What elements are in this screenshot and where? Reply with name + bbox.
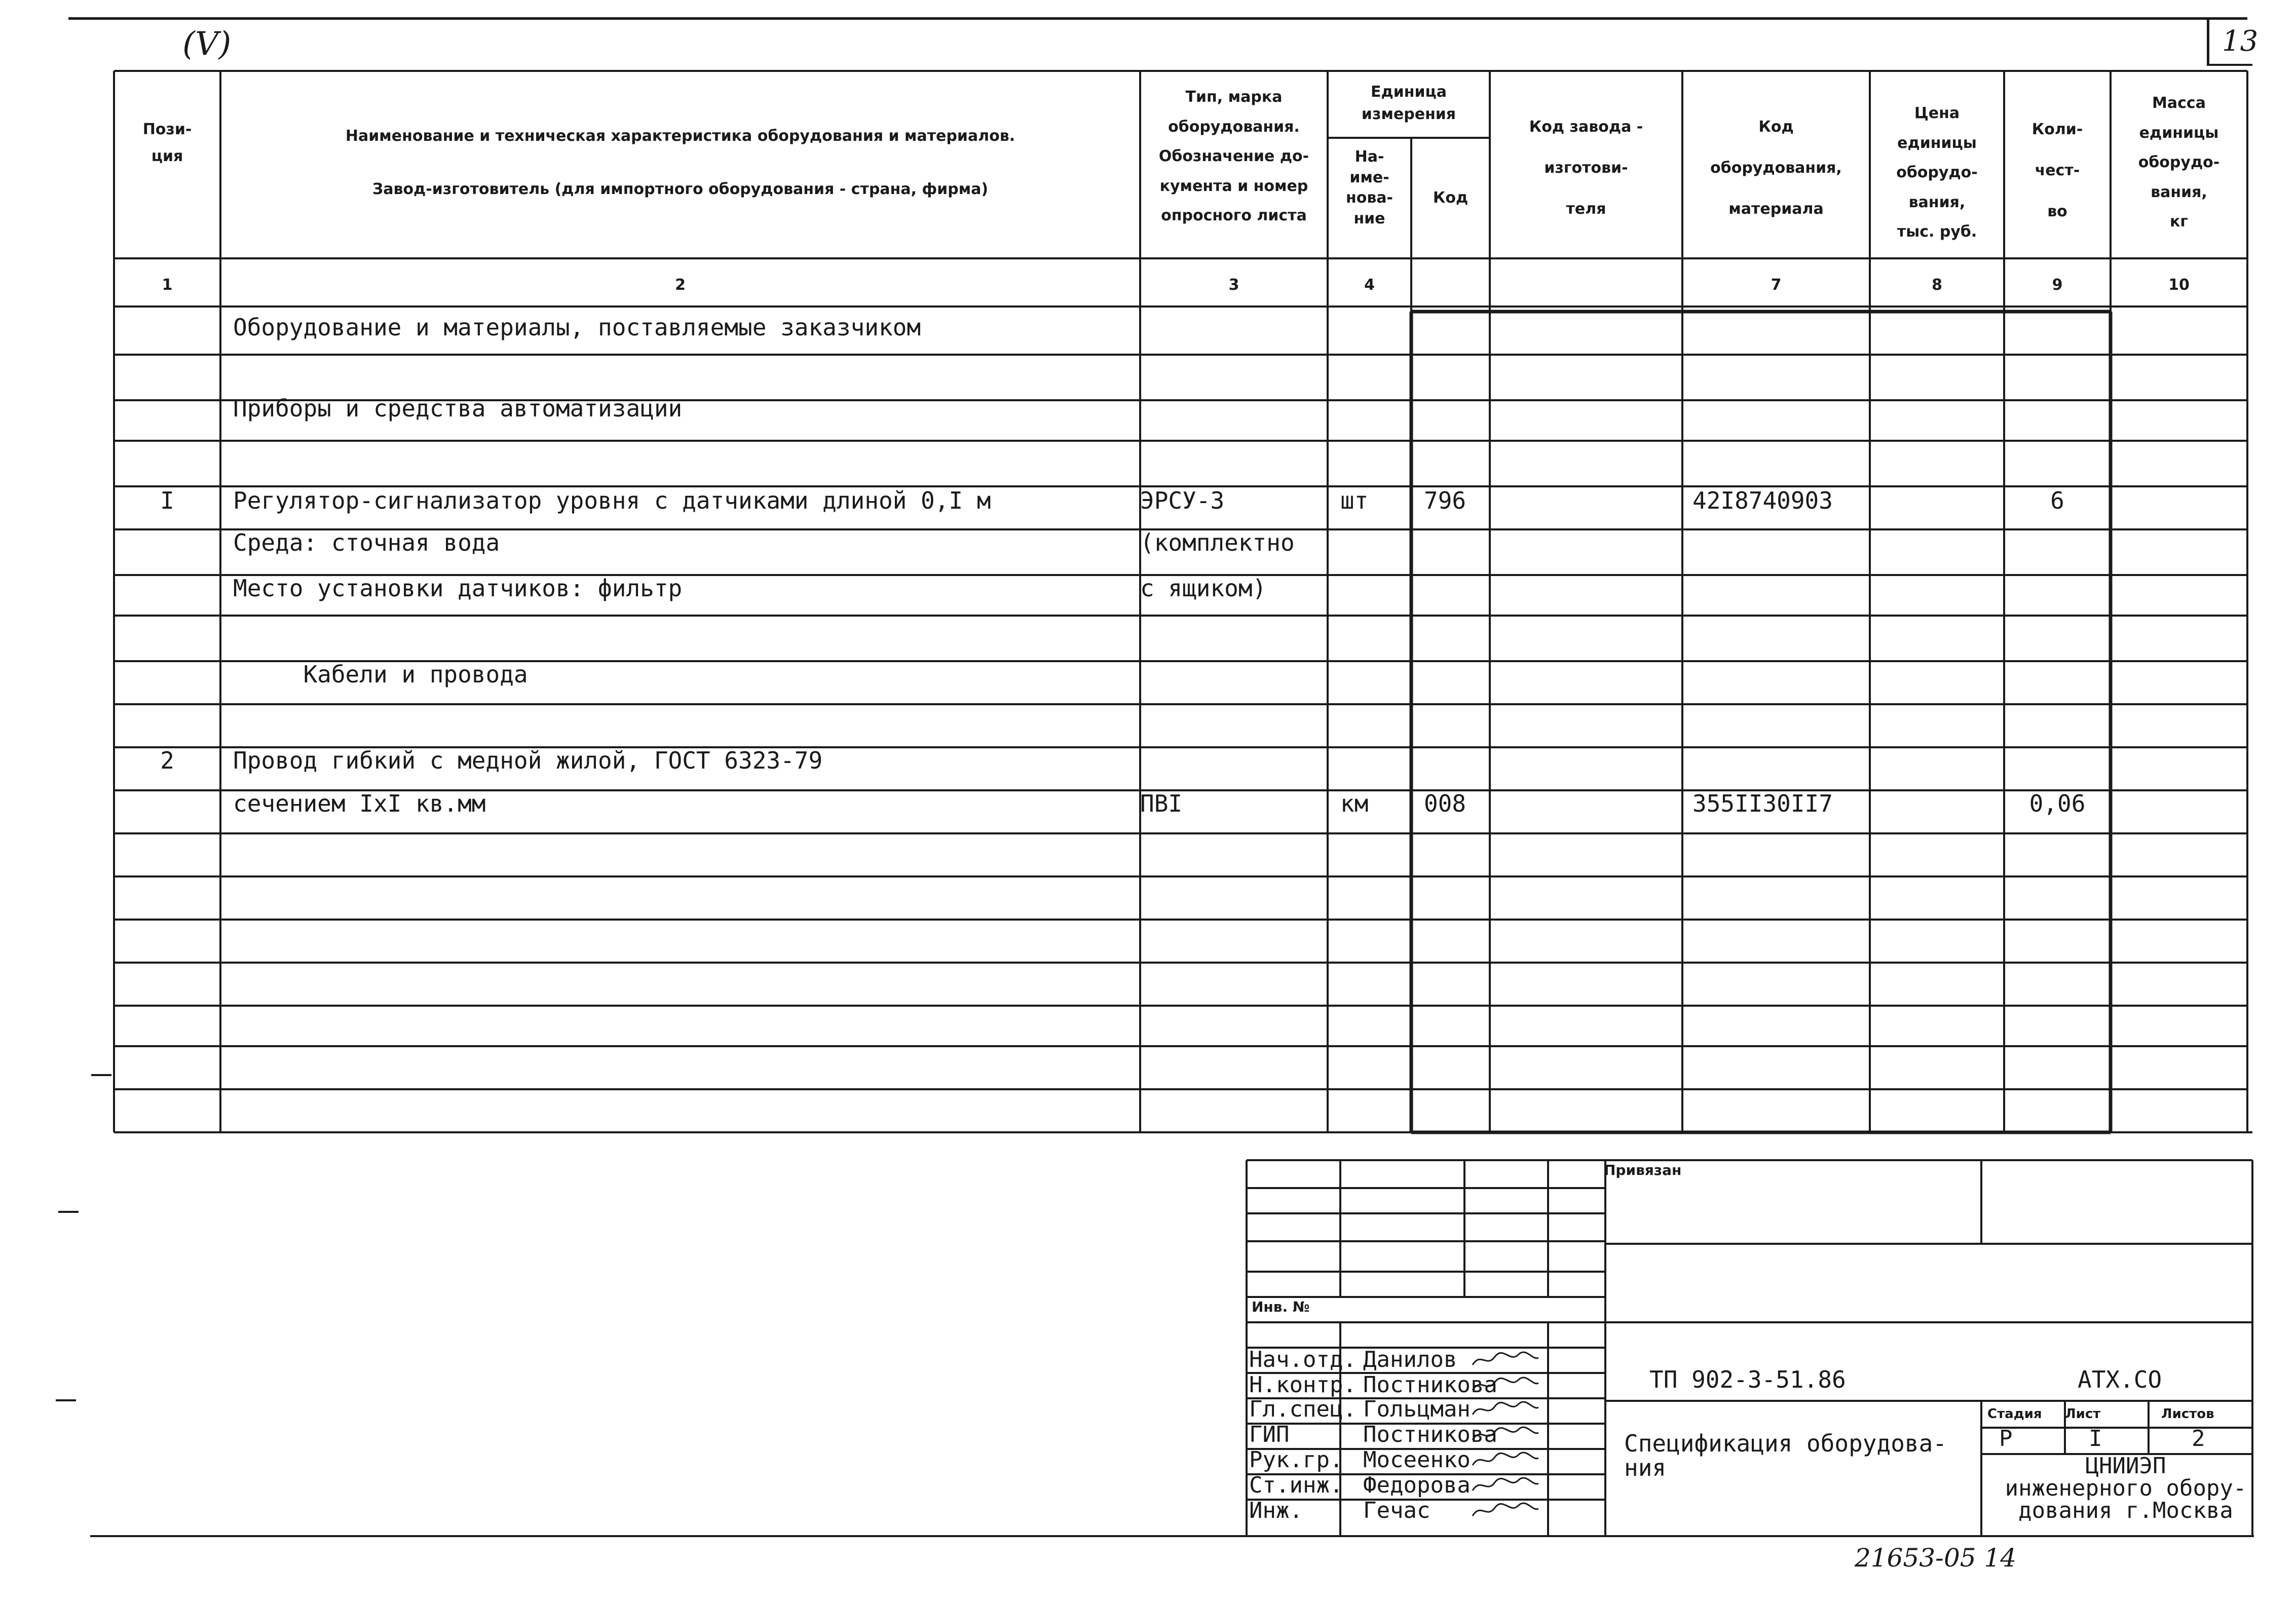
signature-scribble (1470, 1373, 1540, 1396)
bottom-border-line (90, 1535, 2254, 1537)
signer-name: Постникова (1363, 1422, 1497, 1447)
header-equipment-code: Код оборудования, материала (1710, 118, 1842, 218)
name-cell: Оборудование и материалы, поставляемые заказчиком (233, 314, 921, 341)
signer-name: Гечас (1363, 1498, 1431, 1523)
signature-scribble (1470, 1423, 1540, 1446)
signer-role: Инж. (1249, 1498, 1303, 1523)
organization: ЦНИИЭП инженерного обору- дования г.Москва (2005, 1453, 2247, 1523)
stage-label: Стадия (1987, 1406, 2042, 1422)
header-quantity: Коли- чест- во (2031, 121, 2083, 220)
privyazan-label: Привязан (1604, 1162, 1682, 1178)
header-factory-code: Код завода - изготови- теля (1529, 118, 1643, 218)
name-cell: Провод гибкий с медной жилой, ГОСТ 6323-79 (233, 747, 823, 774)
signer-role: Ст.инж. (1249, 1472, 1343, 1498)
margin-tick (56, 1399, 76, 1401)
sheets-label: Листов (2161, 1406, 2214, 1422)
document-code: АТХ.СО (2078, 1366, 2162, 1393)
margin-tick (58, 1211, 79, 1213)
unit-name-cell: шт (1340, 487, 1369, 514)
header-price: Цена единицы оборудо- вания, тыс. руб. (1896, 104, 1978, 241)
header-mass: Масса единицы оборудо- вания, кг (2138, 94, 2220, 231)
header-name-line2: Завод-изготовитель (для импортного оборудования - страна, фирма) (372, 180, 989, 198)
corner-mark: (V) (182, 25, 232, 63)
header-position: Пози- ция (142, 121, 192, 165)
col-number: 8 (1932, 276, 1942, 294)
name-cell: сечением IxI кв.мм (233, 790, 486, 817)
header-unit-name: На- име- нова- ние (1345, 148, 1394, 227)
signer-name: Гольцман (1363, 1396, 1471, 1422)
signer-name: Мосеенко (1363, 1447, 1471, 1473)
signer-name: Федорова (1363, 1472, 1471, 1498)
signature-scribble (1470, 1473, 1540, 1497)
name-cell: Регулятор-сигнализатор уровня с датчиками длиной 0,I м (233, 487, 991, 514)
position-cell: 2 (160, 747, 174, 774)
name-cell: Место установки датчиков: фильтр (233, 575, 683, 602)
signature-scribble (1470, 1499, 1540, 1522)
bottom-document-number: 21653-05 14 (1855, 1543, 2017, 1573)
sheet-label: Лист (2065, 1406, 2101, 1422)
signature-scribble (1470, 1348, 1540, 1371)
signer-role: Гл.спец. (1249, 1396, 1357, 1422)
equipment-code-cell: 355II30II7 (1692, 790, 1833, 817)
sheet-value: I (2089, 1426, 2102, 1452)
quantity-cell: 0,06 (2029, 790, 2086, 817)
position-cell: I (160, 487, 174, 514)
header-unit-code: Код (1433, 189, 1469, 207)
header-unit-group: Единица измерения (1361, 83, 1456, 123)
type-cell: ПВI (1140, 790, 1183, 817)
type-cell: с ящиком) (1140, 575, 1267, 602)
document-title: Спецификация оборудова- ния (1624, 1430, 1947, 1482)
signer-role: ГИП (1249, 1422, 1290, 1447)
equipment-code-cell: 42I8740903 (1692, 487, 1833, 514)
signer-role: Рук.гр. (1249, 1447, 1343, 1473)
col-number: 1 (162, 276, 173, 294)
inventory-number-label: Инв. № (1252, 1299, 1310, 1315)
signer-role: Нач.отд. (1249, 1347, 1357, 1372)
header-type: Тип, марка оборудования. Обозначение до- кумента и номер опросного листа (1158, 88, 1309, 224)
signer-name: Постникова (1363, 1372, 1497, 1398)
col-number: 2 (675, 276, 686, 294)
signer-name: Данилов (1363, 1347, 1457, 1372)
type-cell: (комплектно (1140, 529, 1295, 556)
name-cell: Приборы и средства автоматизации (233, 395, 683, 422)
unit-name-cell: км (1340, 790, 1369, 817)
col-number: 4 (1364, 276, 1375, 294)
signer-role: Н.контр. (1249, 1372, 1357, 1398)
signature-scribble (1470, 1448, 1540, 1471)
col-number: 9 (2052, 276, 2063, 294)
stage-value: Р (1999, 1426, 2013, 1452)
name-cell: Кабели и провода (233, 661, 528, 688)
margin-tick (91, 1074, 111, 1076)
unit-code-cell: 796 (1424, 487, 1466, 514)
unit-code-cell: 008 (1424, 790, 1466, 817)
name-cell: Среда: сточная вода (233, 529, 500, 556)
col-number: 3 (1228, 276, 1239, 294)
header-name-line1: Наименование и техническая характеристика оборудования и материалов. (345, 127, 1015, 145)
quantity-cell: 6 (2050, 487, 2064, 514)
signature-scribble (1470, 1397, 1540, 1421)
sheets-value: 2 (2192, 1426, 2205, 1452)
page-number: 13 (2222, 25, 2259, 58)
col-number: 10 (2168, 276, 2190, 294)
type-cell: ЭРСУ-3 (1140, 487, 1225, 514)
col-number: 7 (1771, 276, 1782, 294)
document-number: ТП 902-3-51.86 (1649, 1366, 1846, 1393)
